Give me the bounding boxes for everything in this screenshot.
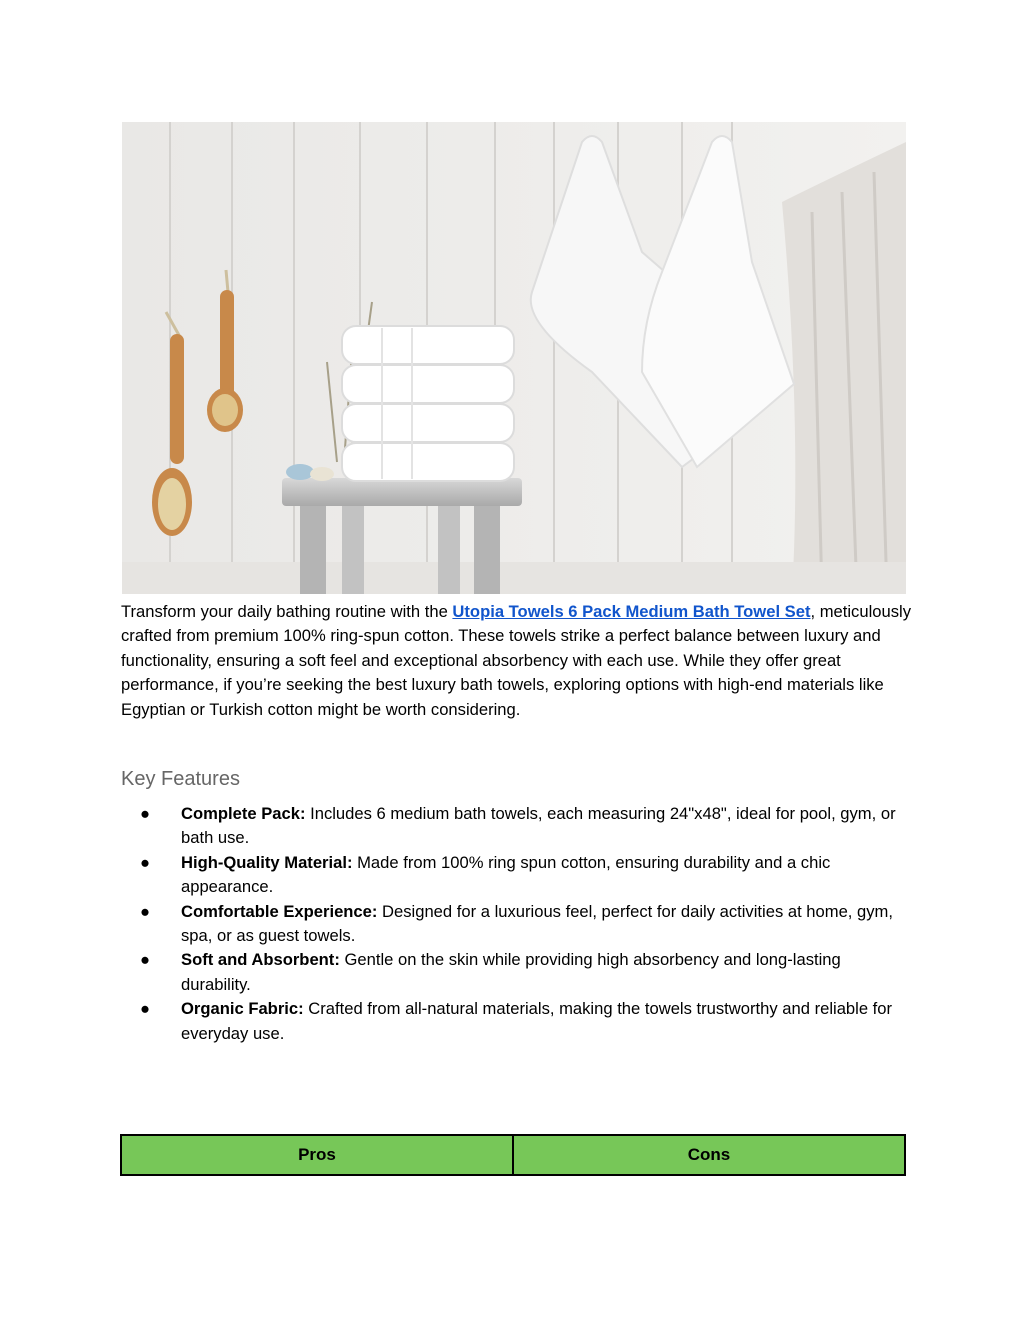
pros-header: Pros (121, 1135, 513, 1175)
bullet: ● (140, 852, 151, 872)
table-header-row (121, 1135, 905, 1175)
feature-text: Crafted from all-natural materials, making the towels trustworthy and reliable for everyday use. (181, 999, 893, 1043)
feature-text: Includes 6 medium bath towels, each measuring 24"x48", ideal for pool, gym, or bath use. (181, 804, 896, 848)
intro-text-after: , meticulously crafted from premium 100% ring-spun cotton. These towels strike a perfect balance between luxury and functionality, ensuring a soft feel and exceptional absorbency with each use. While they offer great performance, if you’re seeking the best luxury bath towels, exploring options with high-end materials like Egyptian or Turkish cotton might be worth considering. (121, 602, 912, 719)
feature-label: Complete Pack: (181, 804, 306, 823)
feature-label: Soft and Absorbent: (181, 950, 340, 970)
bullet: ● (140, 950, 151, 970)
feature-text: Gentle on the skin while providing high absorbency and long-lasting durability. (181, 950, 841, 994)
list-item (140, 997, 910, 1046)
feature-label: Comfortable Experience: (181, 901, 378, 921)
bullet: ● (140, 901, 151, 921)
feature-text: Designed for a luxurious feel, perfect for daily activities at home, gym, spa, or as guest towels. (181, 901, 893, 946)
list-item (140, 948, 910, 997)
feature-label: Organic Fabric: (181, 999, 304, 1019)
bullet: ● (140, 999, 151, 1019)
list-item (140, 900, 910, 949)
intro-text-before: Transform your daily bathing routine with the (121, 602, 453, 621)
product-link[interactable]: Utopia Towels 6 Pack Medium Bath Towel Set (452, 602, 811, 621)
pros-cons-table (120, 1134, 906, 1176)
intro-paragraph (121, 600, 911, 722)
list-item (140, 851, 910, 900)
cons-header: Cons (513, 1135, 905, 1175)
list-item (140, 802, 910, 851)
key-features-list (140, 802, 910, 1046)
bullet: ● (140, 804, 151, 823)
key-features-heading: Key Features (121, 768, 240, 790)
feature-text: Made from 100% ring spun cotton, ensuring durability and a chic appearance. (181, 852, 831, 897)
feature-label: High-Quality Material: (181, 852, 353, 872)
bath-towels-photo (122, 122, 906, 594)
